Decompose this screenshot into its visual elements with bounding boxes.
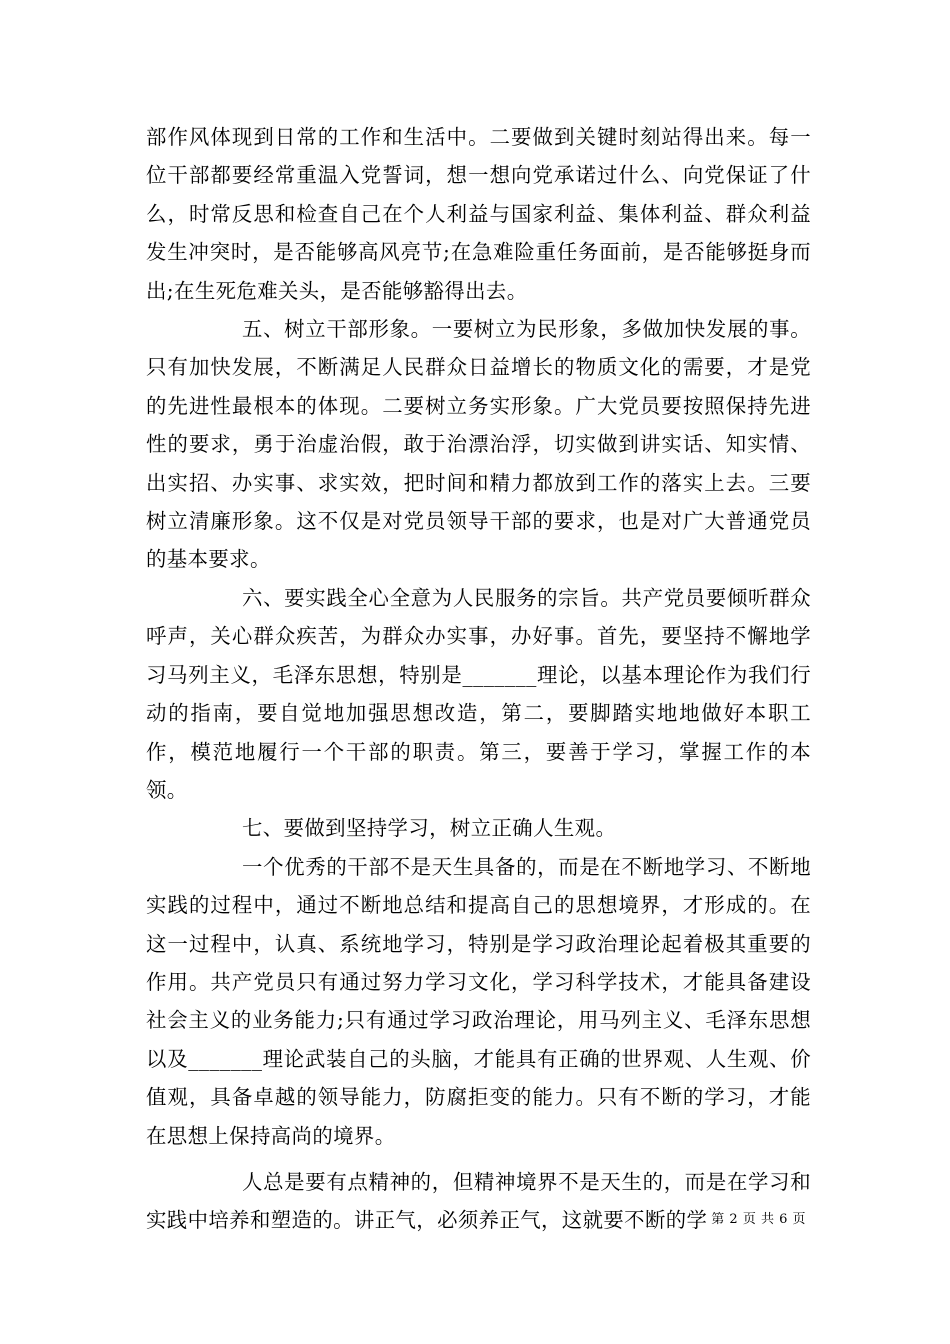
paragraph-5: 一个优秀的干部不是天生具备的，而是在不断地学习、不断地实践的过程中，通过不断地总结和提高自己的思想境界，才形成的。在这一过程中，认真、系统地学习，特别是学习政治理论起着极其重要的作用。共产党员只有通过努力学习文化，学习科学技术，才能具备建设社会主义的业务能力;只有通过学习政治理论，用马列主义、毛泽东思想以及_______理论武装自己的头脑，才能具有正确的世界观、人生观、价值观，具备卓越的领导能力，防腐拒变的能力。只有不断的学习，才能在思想上保持高尚的境界。 <box>146 854 811 1148</box>
paragraph-1: 部作风体现到日常的工作和生活中。二要做到关键时刻站得出来。每一位干部都要经常重温入党誓词，想一想向党承诺过什么、向党保证了什么，时常反思和检查自己在个人利益与国家利益、集体利益、群众利益发生冲突时，是否能够高风亮节;在急难险重任务面前，是否能够挺身而出;在生死危难关头，是否能够豁得出去。 <box>146 125 811 303</box>
body-text <box>146 118 811 1240</box>
paragraph-2: 五、树立干部形象。一要树立为民形象，多做加快发展的事。只有加快发展，不断满足人民群众日益增长的物质文化的需要，才是党的先进性最根本的体现。二要树立务实形象。广大党员要按照保持先进性的要求，勇于治虚治假，敢于治漂治浮，切实做到讲实话、知实情、出实招、办实事、求实效，把时间和精力都放到工作的落实上去。三要树立清廉形象。这不仅是对党员领导干部的要求，也是对广大普通党员的基本要求。 <box>146 317 811 572</box>
paragraph-3: 六、要实践全心全意为人民服务的宗旨。共产党员要倾听群众呼声，关心群众疾苦，为群众办实事，办好事。首先，要坚持不懈地学习马列主义，毛泽东思想，特别是_______理论，以基本理论作为我们行动的指南，要自觉地加强思想改造，第二，要脚踏实地地做好本职工作，模范地履行一个干部的职责。第三，要善于学习，掌握工作的本领。 <box>146 585 811 802</box>
paragraph-6: 人总是要有点精神的，但精神境界不是天生的，而是在学习和实践中培养和塑造的。讲正气，必须养正气，这就要不断的学 <box>146 1169 811 1233</box>
paragraph-4: 七、要做到坚持学习，树立正确人生观。 <box>242 816 617 841</box>
page-number-footer: 第 2 页 共 6 页 <box>711 1212 806 1227</box>
